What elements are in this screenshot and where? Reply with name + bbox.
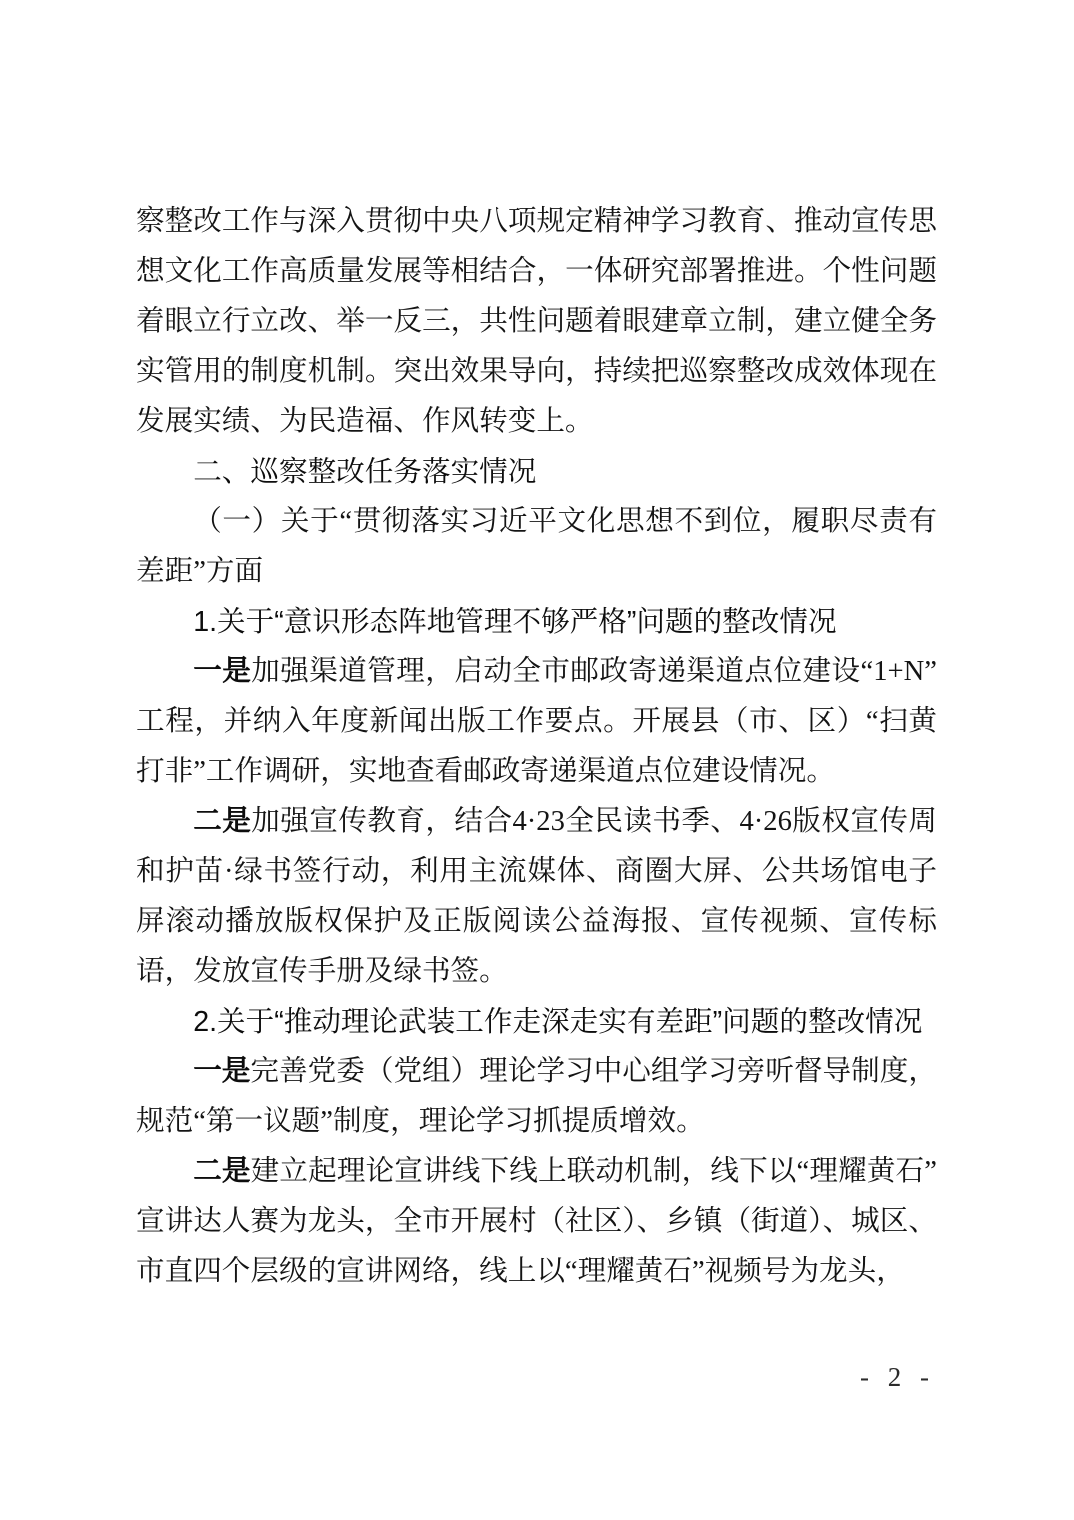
document-body xyxy=(136,197,937,1297)
item1-paragraph-1 xyxy=(136,647,937,797)
intro-paragraph: 察整改工作与深入贯彻中央八项规定精神学习教育、推动宣传思想文化工作高质量发展等相结合，一体研究部署推进。个性问题着眼立行立改、举一反三，共性问题着眼建章立制，建立健全务实管用的制度机制。突出效果导向，持续把巡察整改成效体现在发展实绩、为民造福、作风转变上。 xyxy=(136,206,937,437)
item1-paragraph-2 xyxy=(136,797,937,997)
item2-paragraph-1-lead: 一是 xyxy=(193,1056,251,1087)
item1-paragraph-1-text: 加强渠道管理，启动全市邮政寄递渠道点位建设“1+N”工程，并纳入年度新闻出版工作要点。开展县（市、区）“扫黄打非”工作调研，实地查看邮政寄递渠道点位建设情况。 xyxy=(136,656,937,787)
item2-paragraph-1 xyxy=(136,1047,937,1147)
item2-heading: 2.关于“推动理论武装工作走深走实有差距”问题的整改情况 xyxy=(193,1006,923,1038)
subsection-heading: （一）关于“贯彻落实习近平文化思想不到位，履职尽责有差距”方面 xyxy=(136,506,937,587)
item1-paragraph-2-text: 加强宣传教育，结合4·23全民读书季、4·26版权宣传周和护苗·绿书签行动，利用主流媒体、商圈大屏、公共场馆电子屏滚动播放版权保护及正版阅读公益海报、宣传视频、宣传标语，发放宣传手册及绿书签。 xyxy=(136,806,937,987)
item2-paragraph-2 xyxy=(136,1147,937,1297)
item2-paragraph-1-text: 完善党委（党组）理论学习中心组学习旁听督导制度，规范“第一议题”制度，理论学习抓提质增效。 xyxy=(136,1056,937,1137)
item1-paragraph-2-lead: 二是 xyxy=(193,806,252,837)
section-heading: 二、巡察整改任务落实情况 xyxy=(193,456,537,488)
item2-paragraph-2-lead: 二是 xyxy=(193,1156,251,1187)
item1-paragraph-1-lead: 一是 xyxy=(193,656,252,687)
item2-paragraph-2-text: 建立起理论宣讲线下线上联动机制，线下以“理耀黄石”宣讲达人赛为龙头，全市开展村（社区）、乡镇（街道）、城区、市直四个层级的宣讲网络，线上以“理耀黄石”视频号为龙头， xyxy=(136,1156,937,1287)
item1-heading: 1.关于“意识形态阵地管理不够严格”问题的整改情况 xyxy=(193,606,837,638)
page-number: - 2 - xyxy=(860,1362,935,1392)
